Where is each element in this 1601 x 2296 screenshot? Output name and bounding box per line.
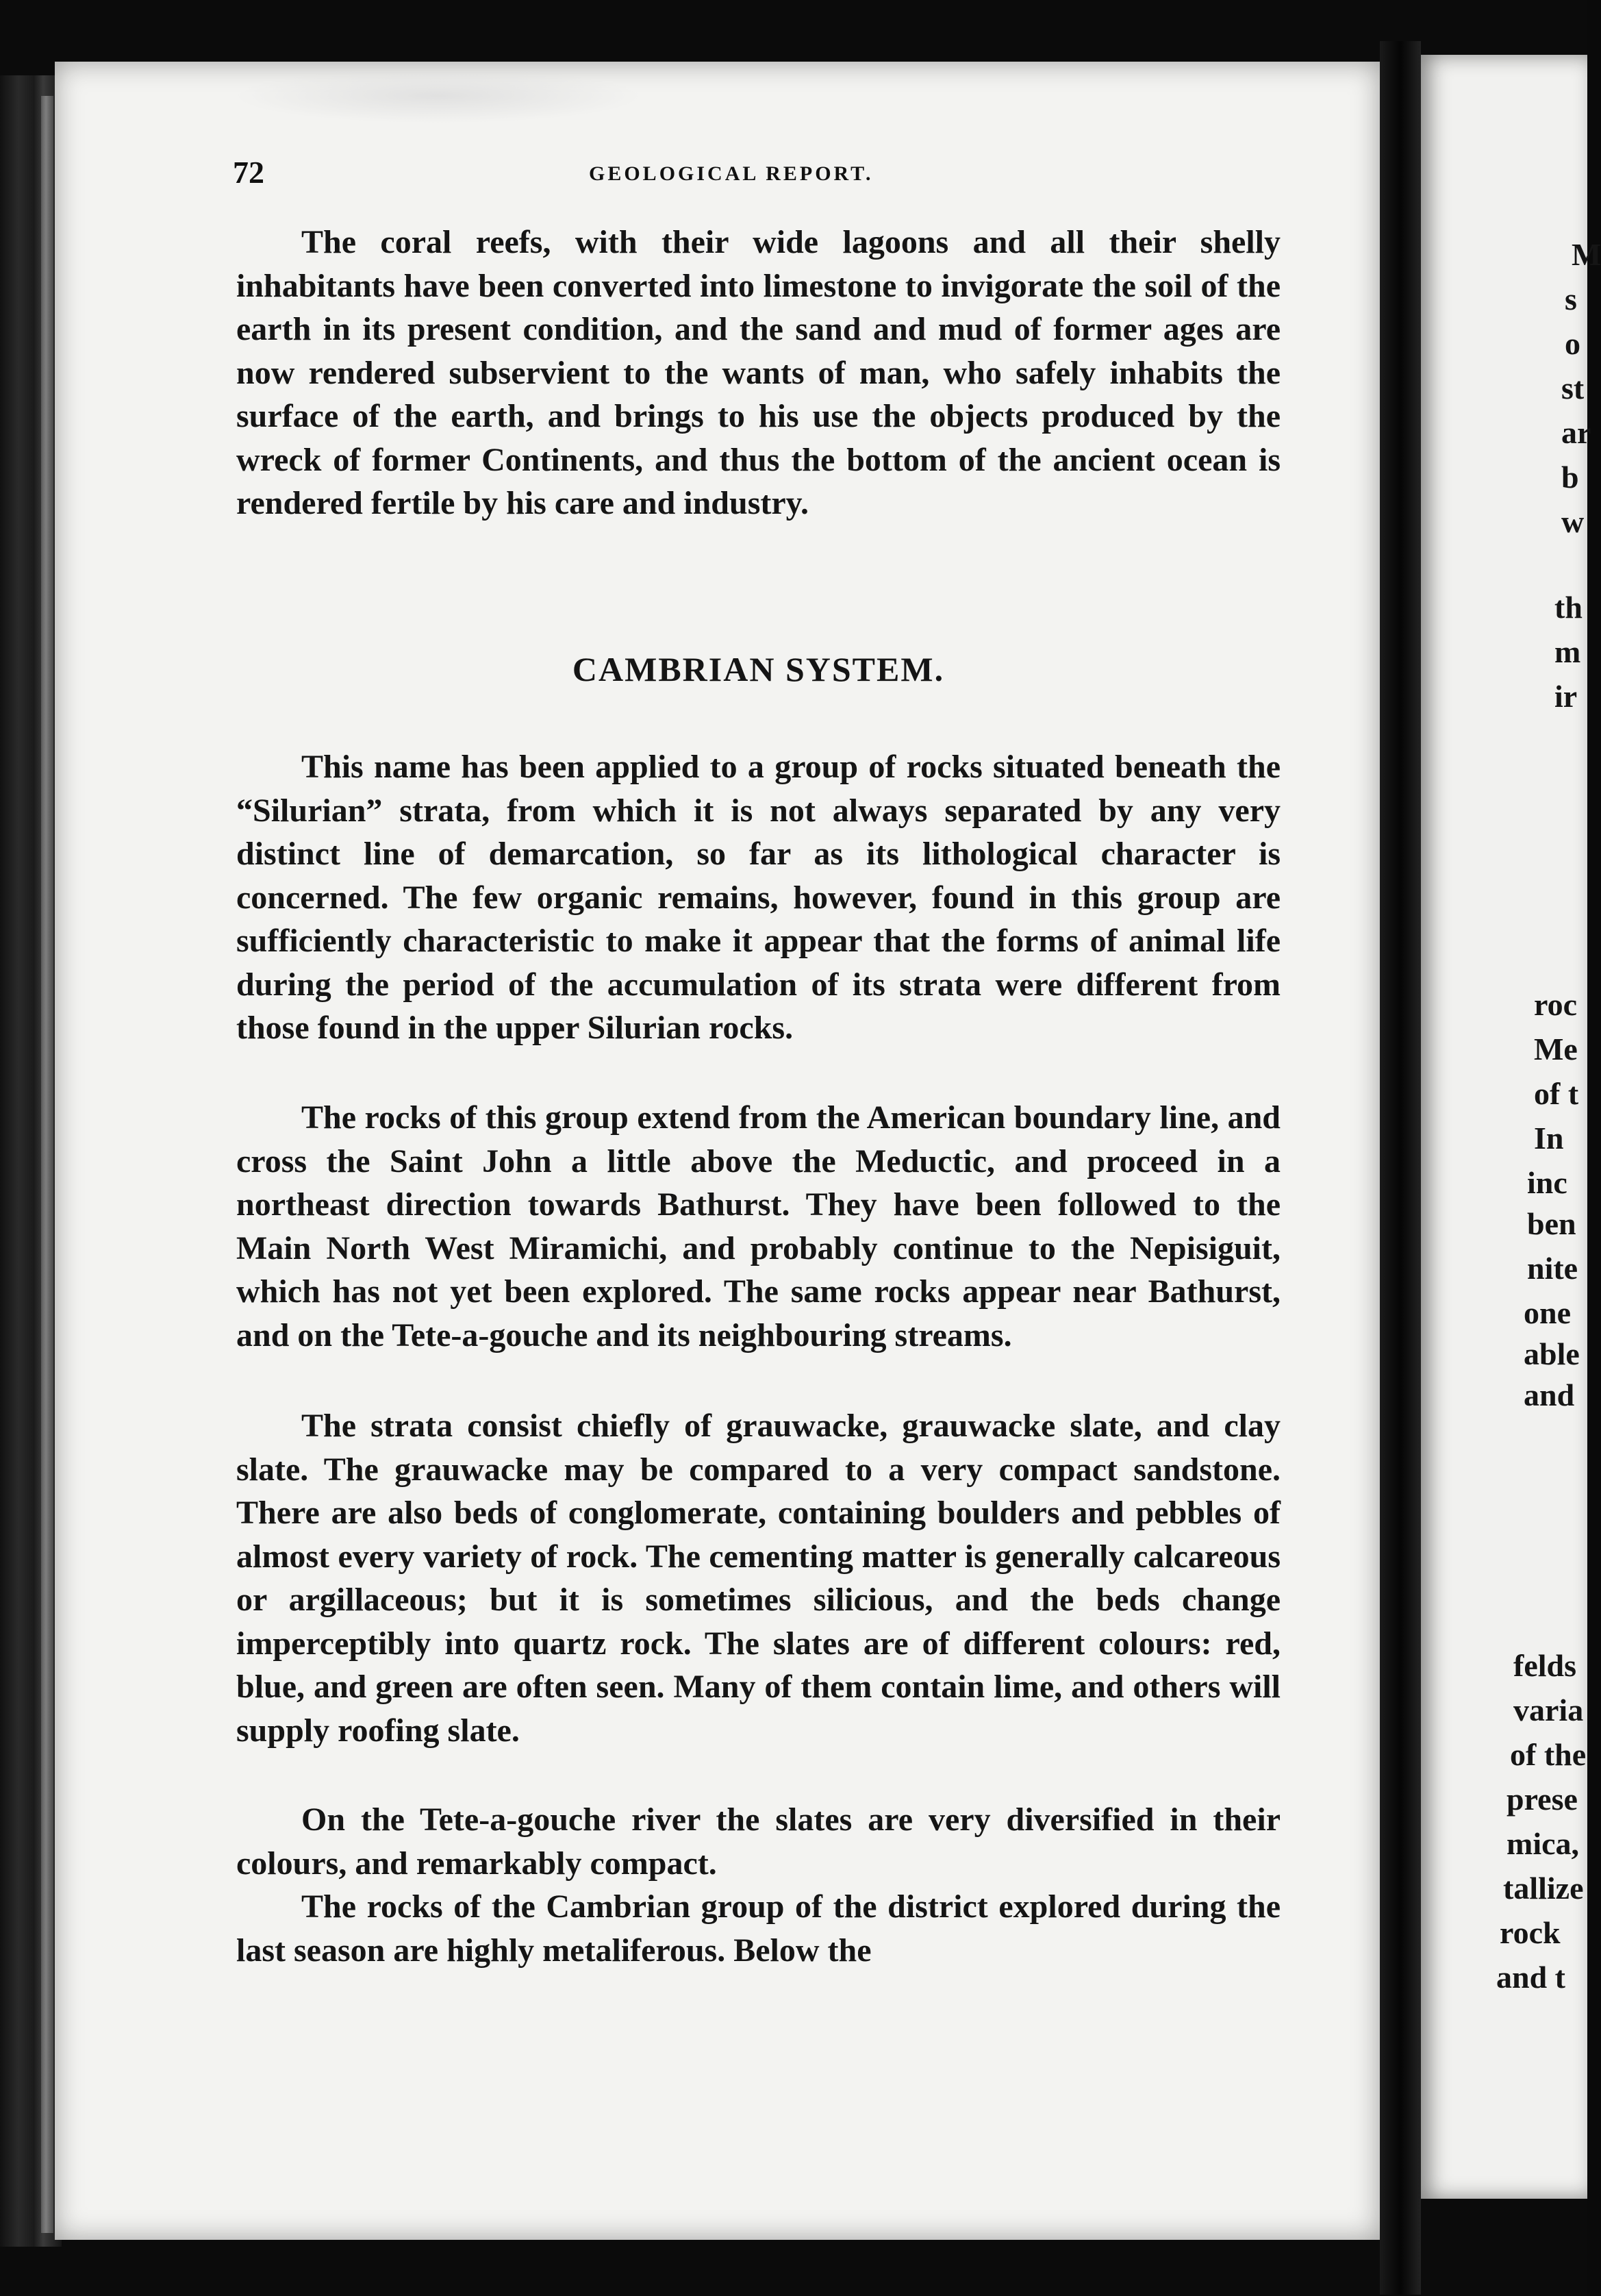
facing-page-fragment: w [1561,504,1585,539]
facing-page-fragment: and t [1496,1960,1565,1995]
facing-page-fragment: one [1524,1295,1571,1330]
page-header [233,154,1291,195]
scan-speckle [233,68,644,123]
facing-page-fragment: able [1524,1336,1580,1371]
paragraph-coral-reefs: The coral reefs, with their wide lagoons and all their shelly inhabitants have been converted into limestone to invigorate the soil of the earth in its present condition, and the sand and mud of former ages are now rendered subservient to the wants of man, who safely inhabits the surface of the earth, and brings to his use the objects produced by the wreck of former Continents, and thus the bottom of the ancient ocean is rendered fertile by his care and industry. [236,224,1281,521]
paragraph-tete-a-gouche: On the Tete-a-gouche river the slates are very diversified in their colours, and remarkably compact. [236,1801,1281,1882]
facing-page-fragment: prese [1507,1782,1578,1817]
facing-page-fragment: st [1561,371,1585,405]
facing-page-fragment: nite [1527,1251,1578,1286]
paragraph-rock-extent: The rocks of this group extend from the American boundary line, and cross the Saint John a little above the Meductic, and proceed in a northeast direction towards Bathurst. They have been followed to the Main North West Miramichi, and probably continue to the Nepisiguit, which has not yet been explored. The same rocks appear near Bathurst, and on the Tete-a-gouche and its neighbouring streams. [236,1099,1281,1353]
facing-page-fragment: varia [1513,1693,1584,1727]
facing-page-fragment: and [1524,1377,1575,1412]
page-stack-edge [41,96,53,2233]
facing-page-fragment: of t [1534,1076,1579,1111]
facing-page-fragment: s [1565,282,1577,316]
facing-page-fragment: inc [1527,1165,1567,1200]
facing-page-fragment: b [1561,460,1579,495]
facing-page-fragment: roc [1534,987,1578,1022]
facing-page-fragment: Me [1534,1032,1578,1066]
facing-page-fragment: ben [1527,1206,1576,1241]
page-number: 72 [233,155,264,190]
facing-page-fragment: mica, [1507,1826,1580,1861]
facing-page-fragment: ar [1561,415,1591,450]
paragraph-cambrian-definition: This name has been applied to a group of rocks situated beneath the “Silurian” strata, from which it is not always separated by any very distinct line of demarcation, so far as its lithological character is concerned. The few organic remains, however, found in this group are sufficiently characteristic to make it appear that the forms of animal life during the period of the accumulation of its strata were different from those found in the upper Silurian rocks. [236,749,1281,1046]
facing-page-fragment: of the [1510,1737,1587,1772]
facing-page-fragment: th [1554,590,1583,625]
facing-page-fragment: m [1554,634,1581,669]
paragraph-metaliferous: The rocks of the Cambrian group of the district explored during the last season are highly metaliferous. Below the [236,1888,1281,1969]
book-gutter [1380,41,1421,2295]
running-head: GEOLOGICAL REPORT. [589,162,874,185]
facing-page-fragment: ir [1554,679,1578,714]
facing-page-fragment: In [1534,1121,1564,1156]
facing-page-fragment: M [1572,237,1601,272]
section-title: CAMBRIAN SYSTEM. [572,650,945,688]
paragraph-strata-composition: The strata consist chiefly of grauwacke, grauwacke slate, and clay slate. The grauwacke may be compared to a very compact sandstone. There are also beds of conglomerate, containing boulders and pebbles of almost every variety of rock. The cementing matter is generally calcareous or argillaceous; but it is sometimes silicious, and the beds change imperceptibly into quartz rock. The slates are of different colours: red, blue, and green are often seen. Many of them contain lime, and others will supply roofing slate. [236,1408,1281,1749]
facing-page-fragment: tallize [1503,1871,1584,1906]
facing-page-fragment: rock [1500,1915,1561,1950]
facing-page-fragment: felds [1513,1648,1576,1683]
facing-page-fragment: o [1565,326,1580,361]
